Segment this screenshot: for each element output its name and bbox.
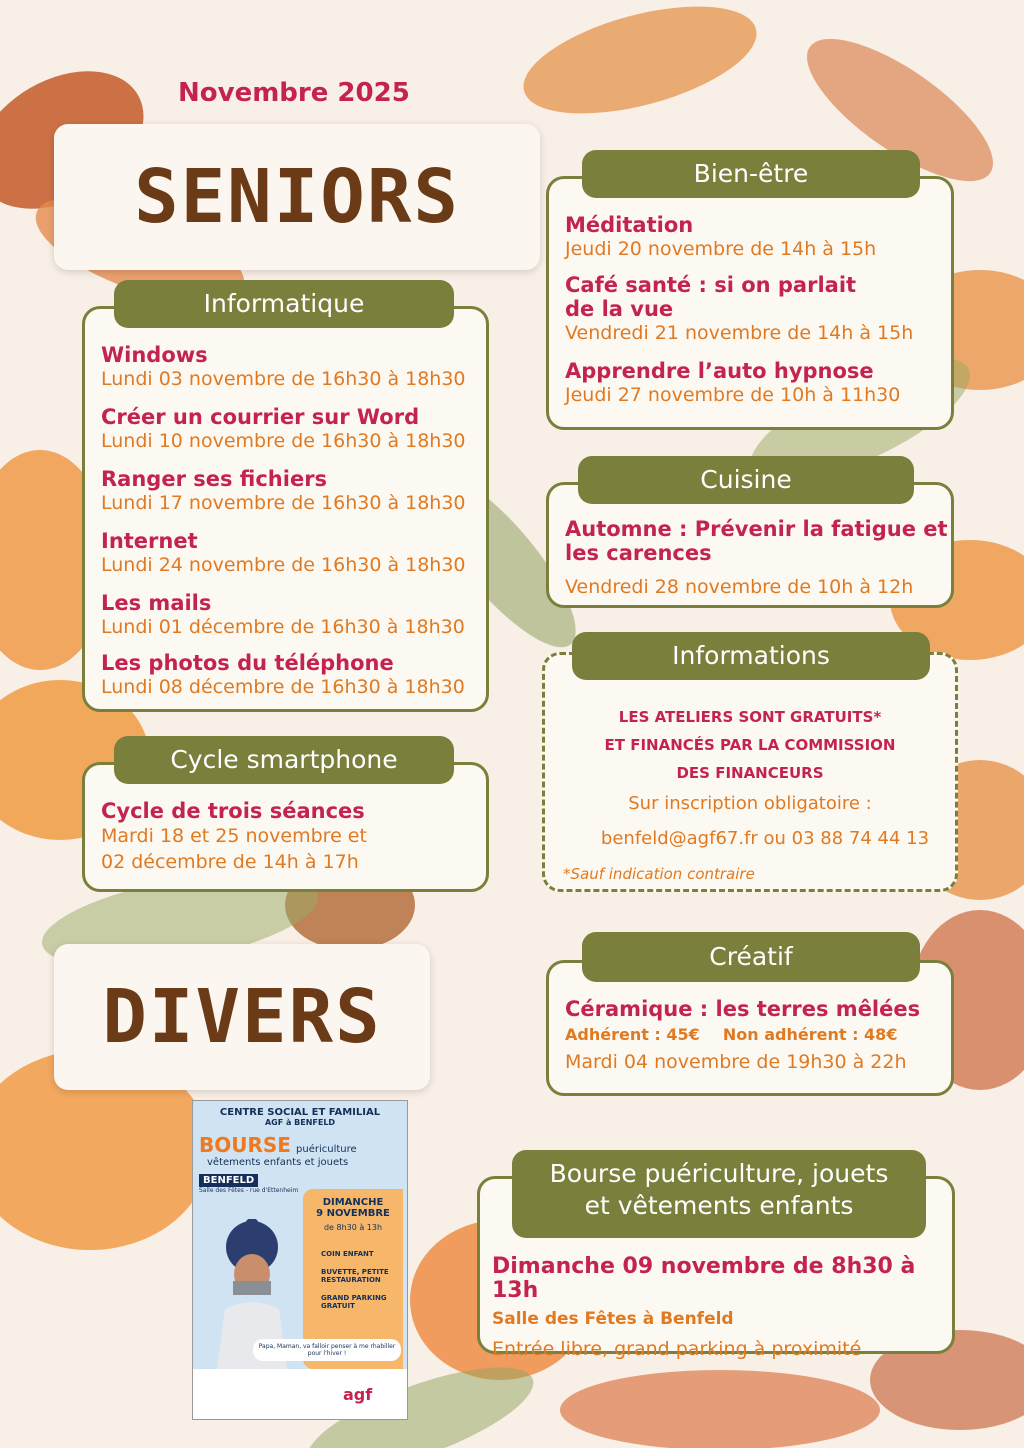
list-item <box>101 591 481 651</box>
item-title: Créer un courrier sur Word <box>101 405 420 429</box>
item-date: Jeudi 20 novembre de 14h à 15h <box>565 238 877 260</box>
flyer-feature: COIN ENFANT <box>321 1250 374 1258</box>
item-date: Lundi 03 novembre de 16h30 à 18h30 <box>101 368 466 390</box>
info-caps-line: DES FINANCEURS <box>676 764 824 782</box>
flyer-puericulture: puériculture <box>296 1144 357 1155</box>
flyer-venue: Salle des Fêtes - rue d'Ettenheim <box>199 1187 299 1194</box>
footnote: *Sauf indication contraire <box>563 865 755 883</box>
list-item <box>565 359 950 419</box>
flyer-bourse: BOURSE <box>199 1133 291 1157</box>
item-title: Apprendre l’auto hypnose <box>565 359 874 383</box>
item-title: Internet <box>101 529 198 553</box>
informatique-card <box>82 306 489 712</box>
list-item <box>101 405 481 467</box>
item-title: Les photos du téléphone <box>101 651 394 675</box>
informations-card <box>542 652 958 892</box>
item-title-line2: de la vue <box>565 297 674 321</box>
item-title: Les mails <box>101 591 212 615</box>
bourse-header-line: et vêtements enfants <box>584 1191 854 1220</box>
bien-etre-header: Bien-être <box>582 150 920 198</box>
flyer-org: CENTRE SOCIAL ET FAMILIAL <box>219 1107 381 1118</box>
seniors-title: SENIORS <box>134 154 460 240</box>
item-date: Mardi 18 et 25 novembre et <box>101 825 367 847</box>
creatif-header: Créatif <box>582 932 920 982</box>
item-date: Lundi 24 novembre de 16h30 à 18h30 <box>101 554 466 576</box>
prices-row <box>565 1025 950 1044</box>
list-item <box>101 529 481 591</box>
item-title: Ranger ses fichiers <box>101 467 328 491</box>
info-caps-line: ET FINANCÉS PAR LA COMMISSION <box>604 736 896 754</box>
bien-etre-card <box>546 176 954 430</box>
item-place: Salle des Fêtes à Benfeld <box>492 1309 734 1329</box>
flyer-feature: GRAND PARKING GRATUIT <box>321 1294 387 1310</box>
list-item <box>101 467 481 529</box>
info-caps-line: LES ATELIERS SONT GRATUITS* <box>618 708 882 726</box>
bourse-header-line: Bourse puériculture, jouets <box>549 1159 889 1188</box>
item-title: Méditation <box>565 213 694 237</box>
list-item <box>101 343 481 405</box>
list-item <box>565 273 950 359</box>
item-info: Entrée libre, grand parking à proximité <box>492 1338 862 1360</box>
item-date: Lundi 17 novembre de 16h30 à 18h30 <box>101 492 466 514</box>
cuisine-header: Cuisine <box>578 456 914 504</box>
registration-text: Sur inscription obligatoire : <box>628 793 872 814</box>
contact-text: benfeld@agf67.fr ou 03 88 74 44 13 <box>600 828 930 849</box>
item-date: Vendredi 28 novembre de 10h à 12h <box>565 576 914 598</box>
item-title: Windows <box>101 343 208 367</box>
item-date: Mardi 04 novembre de 19h30 à 22h <box>565 1051 907 1073</box>
item-title: Cycle de trois séances <box>101 799 365 823</box>
item-title-line2: les carences <box>565 541 712 565</box>
flyer-day: DIMANCHE <box>322 1197 384 1208</box>
flyer-city: BENFELD <box>199 1174 258 1187</box>
list-item <box>101 651 481 711</box>
flyer-speech-bubble: Papa, Maman, va falloir penser à me rhabiller pour l'hiver ! <box>253 1339 401 1361</box>
flyer-org2: AGF à BENFELD <box>264 1118 336 1127</box>
list-item <box>565 213 950 273</box>
item-date: Lundi 10 novembre de 16h30 à 18h30 <box>101 430 466 452</box>
divers-title: DIVERS <box>102 974 382 1060</box>
bourse-flyer-image <box>192 1100 408 1420</box>
item-date: Lundi 01 décembre de 16h30 à 18h30 <box>101 616 465 638</box>
bourse-header <box>512 1150 926 1238</box>
item-title: Automne : Prévenir la fatigue et <box>565 517 948 541</box>
seniors-title-box <box>54 124 540 270</box>
item-title: Dimanche 09 novembre de 8h30 à 13h <box>492 1254 916 1303</box>
price-member: Adhérent : 45€ <box>565 1025 700 1044</box>
item-date: Lundi 08 décembre de 16h30 à 18h30 <box>101 676 465 698</box>
smartphone-header: Cycle smartphone <box>114 736 454 784</box>
price-non-member: Non adhérent : 48€ <box>722 1025 898 1044</box>
item-date: 02 décembre de 14h à 17h <box>101 851 359 873</box>
flyer-date: 9 NOVEMBRE <box>316 1208 390 1219</box>
flyer-subtitle: vêtements enfants et jouets <box>207 1157 349 1168</box>
divers-title-box <box>54 944 430 1090</box>
month-label: Novembre 2025 <box>178 78 410 108</box>
item-date: Vendredi 21 novembre de 14h à 15h <box>565 322 914 344</box>
flyer-hours: de 8h30 à 13h <box>323 1223 383 1232</box>
informatique-header: Informatique <box>114 280 454 328</box>
item-title: Café santé : si on parlait <box>565 273 857 297</box>
item-title: Céramique : les terres mêlées <box>565 997 921 1021</box>
flyer-agf-logo: agf <box>343 1385 373 1404</box>
informations-header: Informations <box>572 632 930 680</box>
item-date: Jeudi 27 novembre de 10h à 11h30 <box>565 384 901 406</box>
flyer-feature: BUVETTE, PETITE RESTAURATION <box>321 1268 389 1284</box>
